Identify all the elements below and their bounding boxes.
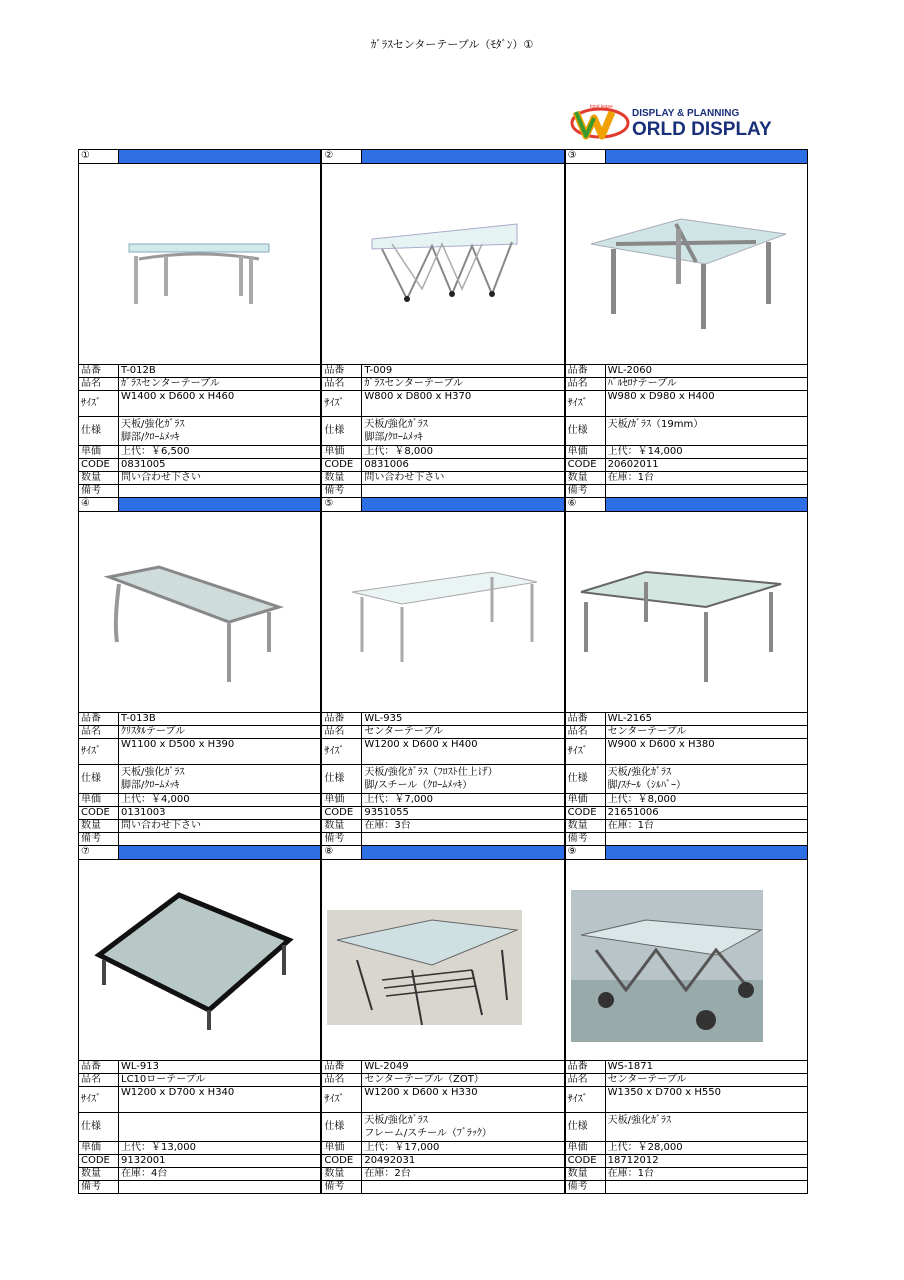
label-code: CODE — [79, 459, 119, 471]
label-no: 品番 — [79, 1061, 119, 1073]
value-no: WL-935 — [362, 713, 564, 725]
value-qty: 問い合わせ下さい — [362, 472, 564, 484]
product-card — [78, 845, 321, 1194]
value-note — [119, 485, 321, 497]
value-code: 0831006 — [362, 459, 564, 471]
row-no — [565, 712, 808, 725]
label-spec: 仕様 — [79, 417, 119, 445]
value-price: 上代：￥14,000 — [606, 446, 808, 458]
value-code: 21651006 — [606, 807, 808, 819]
value-size: W1200 x D700 x H340 — [119, 1087, 321, 1112]
label-spec: 仕様 — [566, 1113, 606, 1141]
product-card — [321, 149, 564, 497]
product-header — [565, 497, 808, 511]
value-name: センターテーブル — [362, 726, 564, 738]
value-size: W1100 x D500 x H390 — [119, 739, 321, 764]
row-qty — [78, 471, 321, 484]
product-number: ⑤ — [322, 498, 362, 511]
product-header — [565, 149, 808, 163]
row-size — [78, 1086, 321, 1112]
row-no — [78, 364, 321, 377]
row-price — [78, 793, 321, 806]
label-price: 単価 — [322, 1142, 362, 1154]
row-no — [565, 1060, 808, 1073]
value-qty: 在庫：2台 — [362, 1168, 564, 1180]
value-no: T-009 — [362, 365, 564, 377]
value-price: 上代：￥7,000 — [362, 794, 564, 806]
product-image — [565, 511, 808, 712]
row-price — [565, 793, 808, 806]
row-price — [321, 793, 564, 806]
value-qty: 在庫：3台 — [362, 820, 564, 832]
label-qty: 数量 — [79, 820, 119, 832]
value-price: 上代：￥8,000 — [606, 794, 808, 806]
product-card — [321, 845, 564, 1194]
row-no — [321, 1060, 564, 1073]
row-name — [321, 1073, 564, 1086]
row-qty — [565, 819, 808, 832]
label-no: 品番 — [566, 365, 606, 377]
value-spec — [362, 1113, 564, 1141]
row-size — [78, 390, 321, 416]
product-number: ⑨ — [566, 846, 606, 859]
label-note: 備考 — [79, 1181, 119, 1193]
header-bar — [362, 498, 564, 511]
label-note: 備考 — [566, 1181, 606, 1193]
row-code — [565, 458, 808, 471]
product-image — [321, 511, 564, 712]
row-qty — [565, 471, 808, 484]
header-bar — [119, 846, 321, 859]
label-spec: 仕様 — [322, 765, 362, 793]
row-name — [565, 1073, 808, 1086]
row-no — [321, 712, 564, 725]
label-size: ｻｲｽﾞ — [322, 391, 362, 416]
label-spec: 仕様 — [79, 1113, 119, 1141]
label-price: 単価 — [322, 794, 362, 806]
value-spec-2: 脚/ｽﾁｰﾙ（ｼﾙﾊﾞｰ） — [607, 780, 687, 791]
row-note — [321, 484, 564, 497]
product-image — [78, 511, 321, 712]
row-spec — [321, 416, 564, 445]
row-spec — [565, 1112, 808, 1141]
label-size: ｻｲｽﾞ — [79, 1087, 119, 1112]
row-note — [321, 832, 564, 845]
label-no: 品番 — [322, 713, 362, 725]
row-name — [78, 725, 321, 738]
value-spec-2: フレーム/スチール（ﾌﾞﾗｯｸ） — [364, 1128, 492, 1139]
row-price — [78, 1141, 321, 1154]
row-spec — [321, 1112, 564, 1141]
label-code: CODE — [79, 1155, 119, 1167]
product-block-row — [78, 149, 808, 497]
label-name: 品名 — [322, 726, 362, 738]
value-no: WS-1871 — [606, 1061, 808, 1073]
value-spec-1: 天板/ｶﾞﾗｽ（19mm） — [607, 419, 704, 430]
value-no: T-012B — [119, 365, 321, 377]
world-display-logo — [570, 102, 806, 142]
row-note — [78, 484, 321, 497]
label-size: ｻｲｽﾞ — [79, 391, 119, 416]
value-spec — [362, 765, 564, 793]
value-size: W1200 x D600 x H400 — [362, 739, 564, 764]
value-no: WL-2049 — [362, 1061, 564, 1073]
row-name — [565, 377, 808, 390]
value-qty: 在庫：4台 — [119, 1168, 321, 1180]
row-price — [321, 1141, 564, 1154]
label-code: CODE — [322, 459, 362, 471]
value-price: 上代：￥8,000 — [362, 446, 564, 458]
value-spec — [119, 417, 321, 445]
product-card — [78, 149, 321, 497]
product-header — [321, 845, 564, 859]
label-no: 品番 — [79, 365, 119, 377]
row-price — [78, 445, 321, 458]
label-price: 単価 — [566, 446, 606, 458]
row-code — [565, 806, 808, 819]
row-code — [78, 1154, 321, 1167]
value-spec-1: 天板/強化ｶﾞﾗｽ — [364, 419, 428, 430]
product-header — [321, 149, 564, 163]
row-code — [78, 458, 321, 471]
product-number: ③ — [566, 150, 606, 163]
header-bar — [362, 150, 564, 163]
product-header — [78, 497, 321, 511]
label-name: 品名 — [79, 378, 119, 390]
label-qty: 数量 — [79, 1168, 119, 1180]
label-note: 備考 — [79, 833, 119, 845]
row-note — [321, 1180, 564, 1194]
label-price: 単価 — [566, 794, 606, 806]
value-name: ｸﾘｽﾀﾙテーブル — [119, 726, 321, 738]
value-name: センターテーブル — [606, 1074, 808, 1086]
label-code: CODE — [322, 807, 362, 819]
row-spec — [78, 764, 321, 793]
value-note — [606, 833, 808, 845]
label-spec: 仕様 — [566, 765, 606, 793]
value-spec-1: 天板/強化ｶﾞﾗｽ — [121, 767, 185, 778]
value-qty: 問い合わせ下さい — [119, 820, 321, 832]
label-name: 品名 — [566, 726, 606, 738]
svg-text:total lease: total lease — [590, 104, 613, 110]
value-code: 0131003 — [119, 807, 321, 819]
row-code — [321, 458, 564, 471]
svg-text:ORLD DISPLAY: ORLD DISPLAY — [632, 119, 772, 140]
product-number: ⑦ — [79, 846, 119, 859]
value-no: WL-2060 — [606, 365, 808, 377]
value-qty: 在庫：1台 — [606, 472, 808, 484]
row-note — [565, 1180, 808, 1194]
label-name: 品名 — [322, 1074, 362, 1086]
label-no: 品番 — [566, 1061, 606, 1073]
product-number: ⑥ — [566, 498, 606, 511]
value-size: W900 x D600 x H380 — [606, 739, 808, 764]
value-spec — [606, 765, 808, 793]
row-note — [78, 832, 321, 845]
product-card — [78, 497, 321, 845]
header-bar — [119, 498, 321, 511]
value-note — [362, 833, 564, 845]
product-card — [565, 149, 808, 497]
value-name: ﾊﾞﾙｾﾛﾅテーブル — [606, 378, 808, 390]
value-spec-1: 天板/強化ｶﾞﾗｽ（ﾌﾛｽﾄ仕上げ） — [364, 767, 498, 778]
value-price: 上代：￥13,000 — [119, 1142, 321, 1154]
value-size: W980 x D980 x H400 — [606, 391, 808, 416]
product-card — [565, 845, 808, 1194]
label-code: CODE — [566, 807, 606, 819]
value-spec-1: 天板/強化ｶﾞﾗｽ — [607, 767, 672, 778]
label-code: CODE — [566, 1155, 606, 1167]
product-card — [565, 497, 808, 845]
row-qty — [321, 1167, 564, 1180]
row-note — [565, 484, 808, 497]
label-price: 単価 — [79, 446, 119, 458]
value-price: 上代：￥6,500 — [119, 446, 321, 458]
product-header — [78, 845, 321, 859]
product-image — [321, 163, 564, 364]
label-size: ｻｲｽﾞ — [79, 739, 119, 764]
row-note — [565, 832, 808, 845]
product-image — [321, 859, 564, 1060]
row-spec — [565, 416, 808, 445]
label-note: 備考 — [322, 1181, 362, 1193]
row-price — [321, 445, 564, 458]
row-name — [78, 1073, 321, 1086]
product-image — [565, 163, 808, 364]
product-number: ④ — [79, 498, 119, 511]
value-spec — [119, 765, 321, 793]
value-note — [119, 833, 321, 845]
product-header — [321, 497, 564, 511]
label-spec: 仕様 — [322, 1113, 362, 1141]
value-price: 上代：￥17,000 — [362, 1142, 564, 1154]
row-size — [321, 1086, 564, 1112]
value-name: ｶﾞﾗｽセンターテーブル — [362, 378, 564, 390]
label-name: 品名 — [566, 378, 606, 390]
label-spec: 仕様 — [322, 417, 362, 445]
value-spec — [606, 417, 808, 445]
label-price: 単価 — [322, 446, 362, 458]
header-bar — [362, 846, 564, 859]
label-qty: 数量 — [79, 472, 119, 484]
label-size: ｻｲｽﾞ — [566, 391, 606, 416]
label-name: 品名 — [322, 378, 362, 390]
label-qty: 数量 — [322, 1168, 362, 1180]
row-spec — [565, 764, 808, 793]
row-no — [78, 1060, 321, 1073]
value-spec-1: 天板/強化ｶﾞﾗｽ — [364, 1115, 428, 1126]
row-code — [321, 1154, 564, 1167]
value-code: 20602011 — [606, 459, 808, 471]
label-note: 備考 — [566, 833, 606, 845]
value-spec-1: 天板/強化ｶﾞﾗｽ — [121, 419, 185, 430]
label-name: 品名 — [566, 1074, 606, 1086]
value-size: W1400 x D600 x H460 — [119, 391, 321, 416]
label-qty: 数量 — [322, 472, 362, 484]
row-size — [565, 1086, 808, 1112]
value-note — [362, 1181, 564, 1193]
label-qty: 数量 — [566, 1168, 606, 1180]
label-price: 単価 — [79, 794, 119, 806]
label-code: CODE — [79, 807, 119, 819]
label-no: 品番 — [322, 1061, 362, 1073]
value-name: LC10ローテーブル — [119, 1074, 321, 1086]
header-bar — [606, 846, 808, 859]
label-size: ｻｲｽﾞ — [566, 1087, 606, 1112]
value-name: ｶﾞﾗｽセンターテーブル — [119, 378, 321, 390]
label-qty: 数量 — [566, 472, 606, 484]
row-qty — [565, 1167, 808, 1180]
label-note: 備考 — [322, 833, 362, 845]
value-price: 上代：￥4,000 — [119, 794, 321, 806]
row-code — [78, 806, 321, 819]
row-no — [78, 712, 321, 725]
value-note — [119, 1181, 321, 1193]
label-qty: 数量 — [322, 820, 362, 832]
label-size: ｻｲｽﾞ — [322, 739, 362, 764]
label-qty: 数量 — [566, 820, 606, 832]
product-number: ⑧ — [322, 846, 362, 859]
label-spec: 仕様 — [566, 417, 606, 445]
label-note: 備考 — [322, 485, 362, 497]
product-card — [321, 497, 564, 845]
row-qty — [321, 471, 564, 484]
row-name — [78, 377, 321, 390]
value-qty: 在庫：1台 — [606, 820, 808, 832]
value-code: 20492031 — [362, 1155, 564, 1167]
row-note — [78, 1180, 321, 1194]
header-bar — [119, 150, 321, 163]
label-price: 単価 — [566, 1142, 606, 1154]
header-bar — [606, 150, 808, 163]
header-bar — [606, 498, 808, 511]
row-size — [78, 738, 321, 764]
row-no — [565, 364, 808, 377]
value-size: W1350 x D700 x H550 — [606, 1087, 808, 1112]
value-name: センターテーブル（ZOT） — [362, 1074, 564, 1086]
row-no — [321, 364, 564, 377]
row-code — [321, 806, 564, 819]
product-image — [565, 859, 808, 1060]
value-spec-2: 脚部/ｸﾛｰﾑﾒｯｷ — [364, 432, 423, 443]
row-name — [565, 725, 808, 738]
row-size — [321, 390, 564, 416]
row-price — [565, 1141, 808, 1154]
label-size: ｻｲｽﾞ — [566, 739, 606, 764]
product-block-row — [78, 845, 808, 1194]
row-spec — [78, 416, 321, 445]
value-spec-2: 脚部/ｸﾛｰﾑﾒｯｷ — [121, 432, 180, 443]
value-spec-2: 脚/スチール（ｸﾛｰﾑﾒｯｷ） — [364, 780, 473, 791]
value-qty: 在庫：1台 — [606, 1168, 808, 1180]
product-number: ② — [322, 150, 362, 163]
row-name — [321, 725, 564, 738]
value-spec-1: 天板/強化ｶﾞﾗｽ — [607, 1115, 672, 1126]
svg-text:DISPLAY & PLANNING: DISPLAY & PLANNING — [632, 108, 740, 119]
label-no: 品番 — [79, 713, 119, 725]
row-size — [565, 390, 808, 416]
label-code: CODE — [566, 459, 606, 471]
row-qty — [321, 819, 564, 832]
product-image — [78, 859, 321, 1060]
value-no: WL-913 — [119, 1061, 321, 1073]
label-name: 品名 — [79, 1074, 119, 1086]
label-size: ｻｲｽﾞ — [322, 1087, 362, 1112]
product-header — [78, 149, 321, 163]
value-note — [606, 485, 808, 497]
row-qty — [78, 819, 321, 832]
value-code: 18712012 — [606, 1155, 808, 1167]
row-code — [565, 1154, 808, 1167]
value-qty: 問い合わせ下さい — [119, 472, 321, 484]
value-size: W1200 x D600 x H330 — [362, 1087, 564, 1112]
label-code: CODE — [322, 1155, 362, 1167]
label-name: 品名 — [79, 726, 119, 738]
product-grid — [78, 149, 808, 1194]
row-size — [321, 738, 564, 764]
value-price: 上代：￥28,000 — [606, 1142, 808, 1154]
row-spec — [321, 764, 564, 793]
row-name — [321, 377, 564, 390]
label-no: 品番 — [566, 713, 606, 725]
value-no: T-013B — [119, 713, 321, 725]
row-price — [565, 445, 808, 458]
label-note: 備考 — [566, 485, 606, 497]
value-code: 9351055 — [362, 807, 564, 819]
label-no: 品番 — [322, 365, 362, 377]
value-size: W800 x D800 x H370 — [362, 391, 564, 416]
product-header — [565, 845, 808, 859]
value-spec — [119, 1113, 321, 1141]
product-image — [78, 163, 321, 364]
label-note: 備考 — [79, 485, 119, 497]
value-note — [362, 485, 564, 497]
value-code: 9132001 — [119, 1155, 321, 1167]
value-spec — [362, 417, 564, 445]
value-spec-2: 脚部/ｸﾛｰﾑﾒｯｷ — [121, 780, 180, 791]
value-note — [606, 1181, 808, 1193]
value-name: センターテーブル — [606, 726, 808, 738]
value-code: 0831005 — [119, 459, 321, 471]
logo-w-mark-icon — [570, 102, 806, 142]
row-qty — [78, 1167, 321, 1180]
product-block-row — [78, 497, 808, 845]
value-spec — [606, 1113, 808, 1141]
row-size — [565, 738, 808, 764]
page-title: ｶﾞﾗｽセンターテーブル（ﾓﾀﾞﾝ）① — [370, 38, 534, 51]
label-price: 単価 — [79, 1142, 119, 1154]
row-spec — [78, 1112, 321, 1141]
label-spec: 仕様 — [79, 765, 119, 793]
product-number: ① — [79, 150, 119, 163]
value-no: WL-2165 — [606, 713, 808, 725]
